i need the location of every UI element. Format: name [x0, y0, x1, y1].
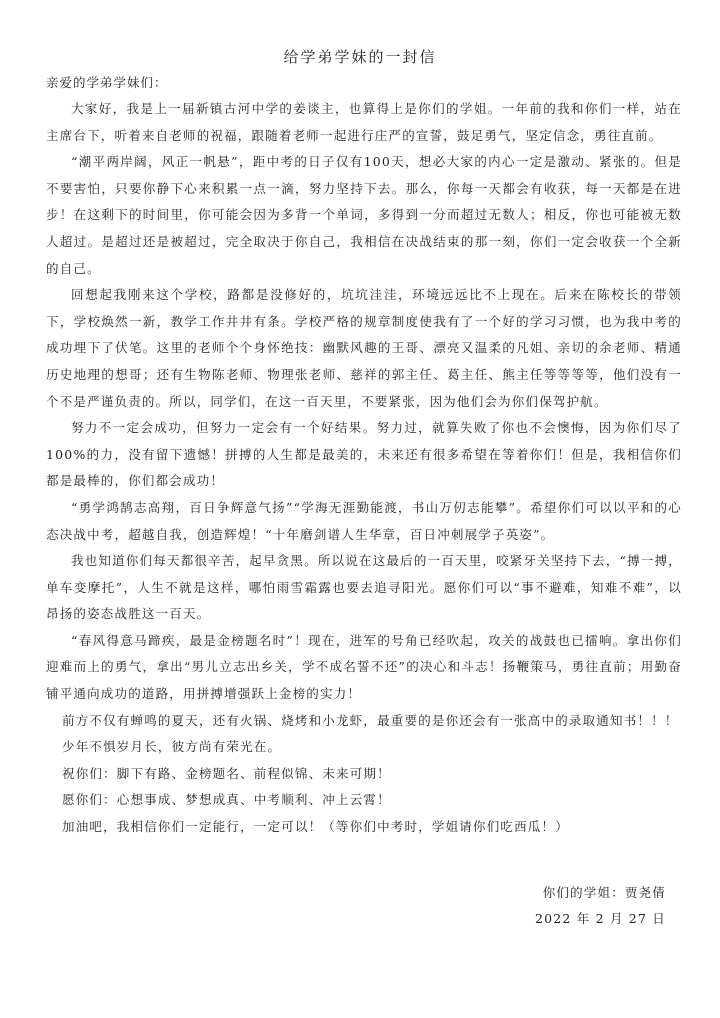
letter-body	[46, 96, 682, 841]
closing-line: 祝你们：脚下有路、金榜题名、前程似锦、未来可期！	[62, 765, 391, 781]
letter-date: 2022 年 2 月 27 日	[534, 911, 666, 926]
signature: 你们的学姐：贾尧倩	[542, 885, 666, 900]
signature-block	[446, 880, 666, 932]
paragraph: “春风得意马蹄疾，最是金榜题名时”！现在，进军的号角已经吹起，攻关的战鼓也已擂响。拿出你们迎难而上的勇气，拿出“男儿立志出乡关，学不成名誓不还”的决心和斗志！扬鞭策马，勇往直前；用勤奋铺平通向成功的道路，用拼搏增强跃上金榜的实力！	[46, 632, 682, 702]
closing-line: 少年不惧岁月长，彼方尚有荣光在。	[62, 739, 282, 755]
closing-line: 愿你们：心想事成、梦想成真、中考顺利、冲上云霄！	[62, 792, 391, 808]
paragraph: 努力不一定会成功，但努力一定会有一个好结果。努力过，就算失败了你也不会懊悔，因为你们尽了100%的力，没有留下遗憾！拼搏的人生都是最美的，未来还有很多希望在等着你们！但是，我相信你们都是最棒的，你们都会成功！	[46, 420, 682, 489]
paragraph: 我也知道你们每天都很辛苦，起早贪黑。所以说在这最后的一百天里，咬紧牙关坚持下去，“搏一搏，单车变摩托”，人生不就是这样，哪怕雨雪霜露也要去追寻阳光。愿你们可以“事不避难，知难不难”，以昂扬的姿态战胜这一百天。	[46, 553, 682, 622]
paragraph: “潮平两岸阔，风正一帆悬”，距中考的日子仅有100天，想必大家的内心一定是激动、紧张的。但是不要害怕，只要你静下心来积累一点一滴，努力坚持下去。那么，你每一天都会有收获，每一天都是在进步！在这剩下的时间里，你可能会因为多背一个单词，多得到一分而超过无数人；相反，你也可能被无数人超过。是超过还是被超过，完全取决于你自己，我相信在决战结束的那一刻，你们一定会收获一个全新的自己。	[46, 154, 682, 276]
closing-line: 加油吧，我相信你们一定能行，一定可以！（等你们中考时，学姐请你们吃西瓜！）	[62, 819, 569, 835]
letter-title: 给学弟学妹的一封信	[283, 48, 437, 66]
closing-line: 前方不仅有蝉鸣的夏天，还有火锅、烧烤和小龙虾，最重要的是你还会有一张高中的录取通知书！！！	[62, 712, 679, 728]
salutation: 亲爱的学弟学妹们：	[46, 75, 168, 90]
paragraph: “勇学鸿鹄志高翔，百日争辉意气扬”“学海无涯勤能渡，书山万仞志能攀”。希望你们可以以平和的心态决战中考，超越自我，创造辉煌！“十年磨剑谱人生华章，百日冲刺展学子英姿”。	[46, 499, 682, 542]
paragraph: 回想起我刚来这个学校，路都是没修好的，坑坑洼洼，环境远远比不上现在。后来在陈校长的带领下，学校焕然一新，教学工作井井有条。学校严格的规章制度使我有了一个好的学习习惯，也为我中考的成功埋下了伏笔。这里的老师个个身怀绝技：幽默风趣的王哥、漂亮又温柔的凡姐、亲切的余老师、精通历史地理的想哥；还有生物陈老师、物理张老师、慈祥的郭主任、葛主任、熊主任等等等等，他们没有一个不是严谨负责的。所以，同学们，在这一百天里，不要紧张，因为他们会为你们保驾护航。	[46, 287, 682, 409]
paragraph: 大家好，我是上一届新镇古河中学的姜谈主，也算得上是你们的学姐。一年前的我和你们一样，站在主席台下，听着来自老师的祝福，跟随着老师一起进行庄严的宣誓，鼓足勇气，坚定信念，勇往直前。	[46, 101, 682, 143]
